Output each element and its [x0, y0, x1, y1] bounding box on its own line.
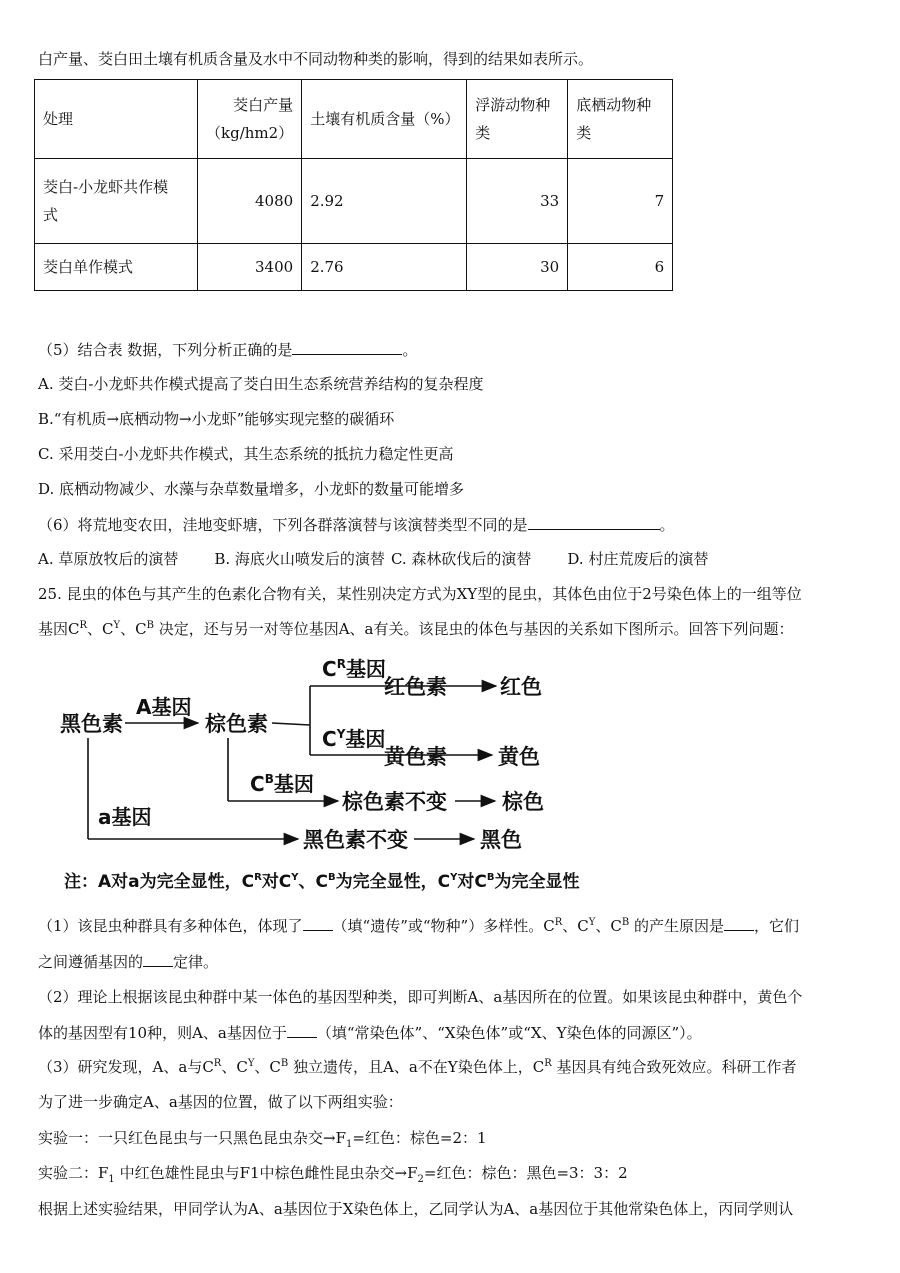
yellow-color-label: 黄色	[498, 745, 540, 769]
experiment-1: 实验一：一只红色昆虫与一只黑色昆虫杂交$\to F_1=$红色：棕色=2：1	[38, 1129, 487, 1150]
pigment-pathway-diagram	[0, 650, 900, 900]
sub3-line1: （3）研究发现，A、a与$C^R$、$C^Y$、$C^B$ 独立遗传，且A、a不在Y染色体上，$C^R$ 基因具有纯合致死效应。科研工作者	[38, 1058, 797, 1076]
black-color-label: 黑色	[480, 828, 522, 852]
sub2-line1: （2）理论上根据该昆虫种群中某一体色的基因型种类，即可判断A、a基因所在的位置。如果该昆虫种群中，黄色个	[38, 988, 803, 1006]
q6-option-b: B. 海底火山喷发后的演替	[214, 550, 385, 568]
sub1-line2: 之间遵循基因的 定律。	[38, 950, 218, 973]
table-header-row	[35, 80, 673, 159]
q6-option-c: C. 森林砍伐后的演替	[390, 550, 532, 568]
answer-blank[interactable]	[303, 914, 333, 931]
yellow-pigment-label: 黄色素	[384, 745, 447, 769]
brown-branch-connector	[272, 723, 310, 725]
table-cell: 4080	[198, 159, 302, 244]
sub3-last-line: 根据上述实验结果，甲同学认为A、a基因位于X染色体上，乙同学认为A、a基因位于其他常染色体上，丙同学则认	[38, 1200, 794, 1218]
q5-stem: （5）结合表 数据，下列分析正确的是 。	[38, 338, 417, 361]
black-unchanged-label: 黑色素不变	[303, 828, 408, 852]
table-cell: 2.76	[302, 244, 467, 291]
red-color-label: 红色	[500, 675, 542, 699]
table-cell: 30	[467, 244, 568, 291]
table-cell: 6	[568, 244, 673, 291]
table-cell: 茭白-小龙虾共作模 式	[35, 159, 198, 244]
header-cell: 茭白产量 （kg/hm2）	[198, 80, 302, 159]
q5-option-b: B.“有机质→底栖动物→小龙虾”能够实现完整的碳循环	[38, 410, 395, 428]
red-pigment-label: 红色素	[384, 675, 447, 699]
table-row	[35, 244, 673, 291]
cy-gene-label: $C^Y$基因	[322, 727, 386, 751]
answer-blank[interactable]	[292, 338, 402, 355]
cb-gene-label: $C^B$基因	[250, 772, 314, 796]
black-pigment-label: 黑色素	[60, 712, 123, 736]
cr-gene-label: $C^R$基因	[322, 657, 386, 681]
sub1-line1: （1）该昆虫种群具有多种体色，体现了 （填“遗传”或“物种”）多样性。$C^R$、$C^Y$、$C^B$ 的产生原因是 ，它们	[38, 914, 799, 937]
table-cell: 2.92	[302, 159, 467, 244]
q6-option-d: D. 村庄荒废后的演替	[567, 550, 709, 568]
a-gene-recessive-label: a基因	[98, 805, 152, 829]
header-cell: 土壤有机质含量（%）	[302, 80, 467, 159]
dominance-note: 注：A对a为完全显性，$C^R$对$C^Y$、$C^B$为完全显性，$C^Y$对$C^B$为完全显性	[64, 872, 580, 892]
header-cell: 底栖动物种 类	[568, 80, 673, 159]
answer-blank[interactable]	[143, 950, 173, 967]
answer-blank[interactable]	[287, 1021, 317, 1038]
intro-text: 白产量、茭白田土壤有机质含量及水中不同动物种类的影响，得到的结果如表所示。	[38, 50, 594, 68]
sub3-line2: 为了进一步确定A、a基因的位置，做了以下两组实验：	[38, 1093, 403, 1111]
table-cell: 33	[467, 159, 568, 244]
q25-line1: 25. 昆虫的体色与其产生的色素化合物有关，某性别决定方式为XY型的昆虫，其体色由位于2号染色体上的一组等位	[38, 585, 802, 603]
answer-blank[interactable]	[528, 513, 660, 530]
results-table	[34, 79, 673, 291]
q5-option-a: A. 茭白-小龙虾共作模式提高了茭白田生态系统营养结构的复杂程度	[38, 375, 484, 393]
brown-unchanged-label: 棕色素不变	[342, 790, 447, 814]
q6-option-a: A. 草原放牧后的演替	[38, 550, 179, 568]
table-cell: 茭白单作模式	[35, 244, 198, 291]
experiment-2: 实验二：$F_1$ 中红色雄性昆虫与F1中棕色雌性昆虫杂交$\to F_2=$红色：棕色：黑色=3：3：2	[38, 1164, 628, 1185]
q5-option-c: C. 采用茭白-小龙虾共作模式，其生态系统的抵抗力稳定性更高	[38, 445, 454, 463]
header-cell: 浮游动物种 类	[467, 80, 568, 159]
a-gene-dominant-label: A基因	[136, 695, 192, 719]
q6-stem: （6）将荒地变农田，洼地变虾塘，下列各群落演替与该演替类型不同的是 。	[38, 513, 675, 536]
q5-option-d: D. 底栖动物减少、水藻与杂草数量增多，小龙虾的数量可能增多	[38, 480, 465, 498]
q6-options	[38, 548, 708, 570]
table-row	[35, 159, 673, 244]
q25-line2: 基因$C^R$、$C^Y$、$C^B$ 决定，还与另一对等位基因A、a有关。该昆虫的体色与基因的关系如下图所示。回答下列问题：	[38, 620, 794, 638]
sub2-line2: 体的基因型有10种，则A、a基因位于 （填“常染色体”、“X染色体”或“X、Y染色体的同源区”）。	[38, 1021, 702, 1044]
brown-pigment-label: 棕色素	[205, 712, 268, 736]
brown-color-label: 棕色	[502, 790, 544, 814]
header-cell: 处理	[35, 80, 198, 159]
answer-blank[interactable]	[724, 914, 754, 931]
table-cell: 3400	[198, 244, 302, 291]
table-cell: 7	[568, 159, 673, 244]
